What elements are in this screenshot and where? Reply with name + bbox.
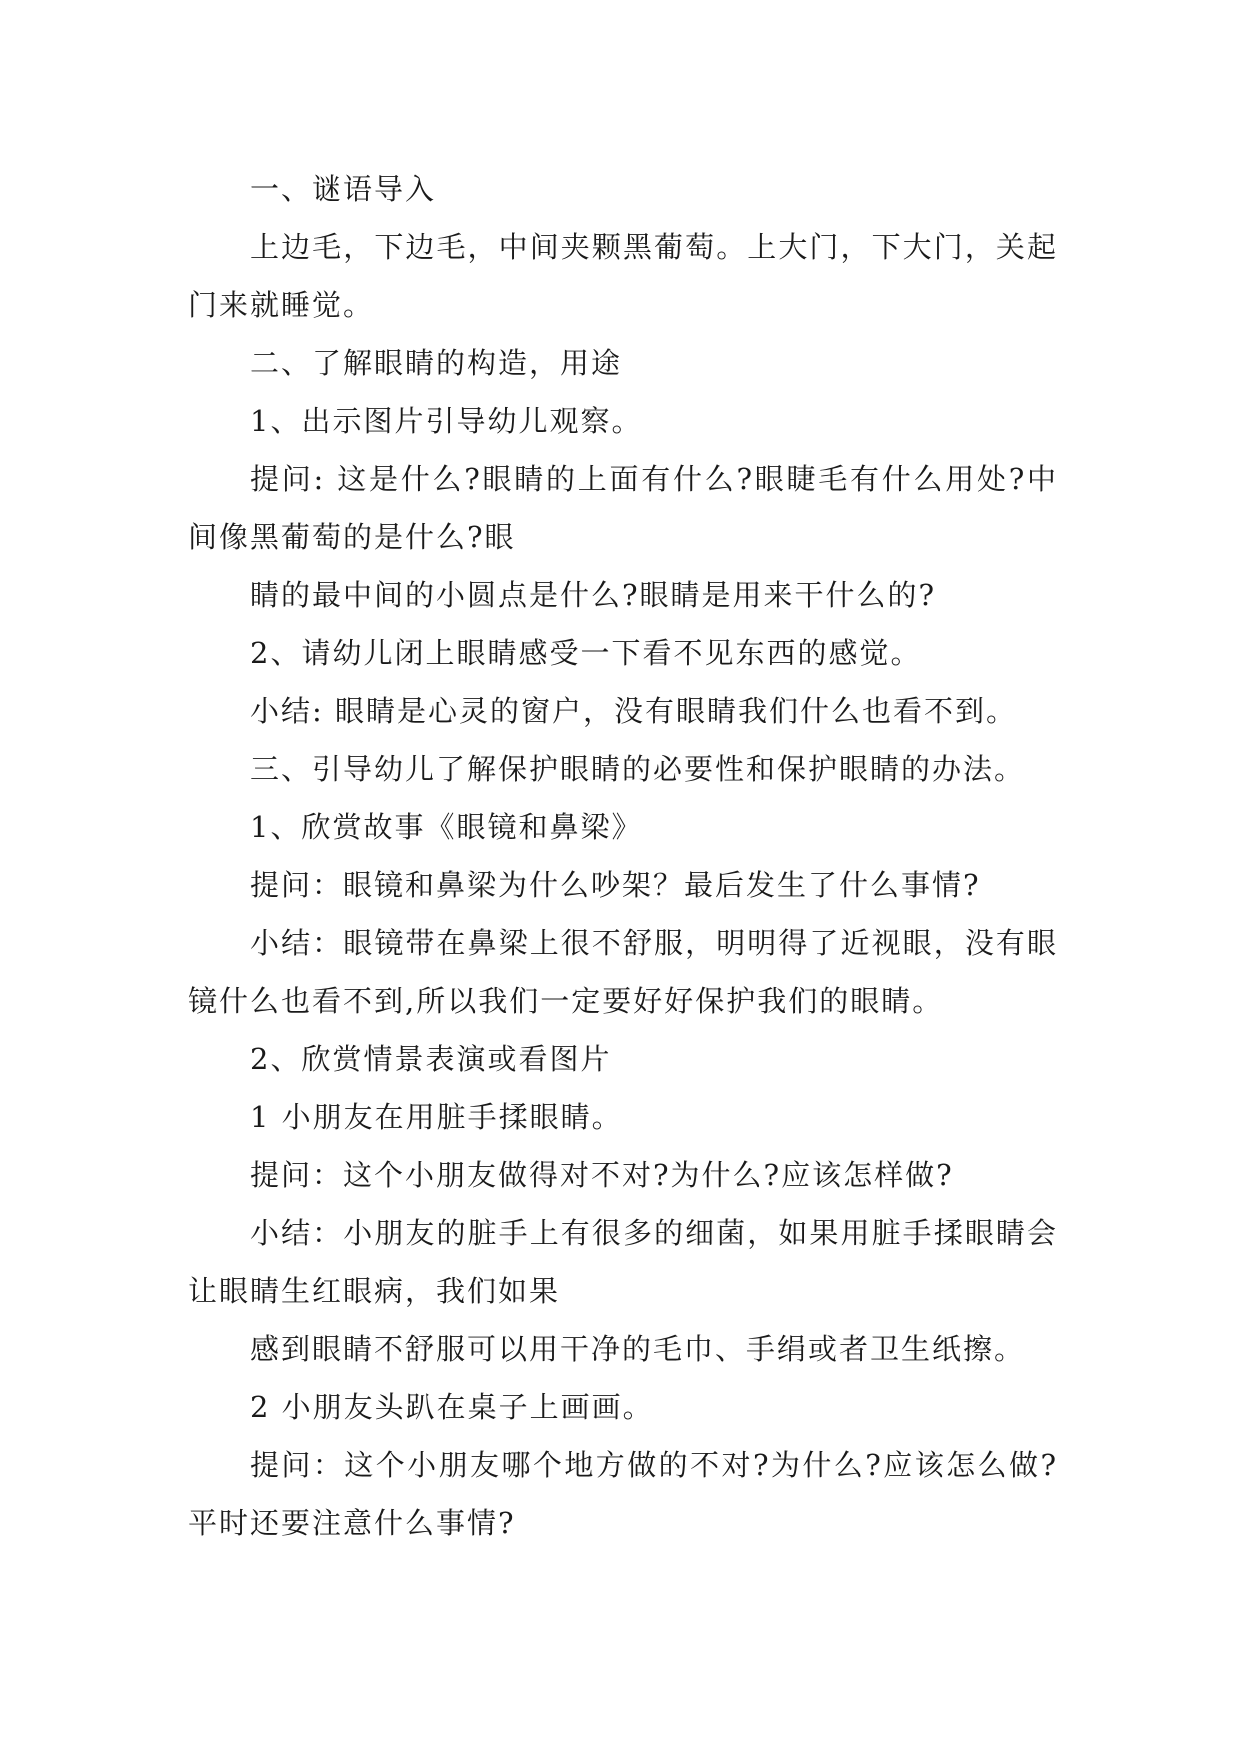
step-scene-show: 2、欣赏情景表演或看图片 bbox=[250, 1042, 612, 1076]
step-close-eyes: 2、请幼儿闭上眼睛感受一下看不见东西的感觉。 bbox=[250, 636, 922, 670]
question-dirty-hands: 提问：这个小朋友做得对不对?为什么?应该怎样做? bbox=[250, 1158, 954, 1192]
summary-story: 小结：眼镜带在鼻梁上很不舒服，明明得了近视眼，没有眼镜什么也看不到,所以我们一定要好好保护我们的眼睛。 bbox=[188, 926, 1058, 1018]
question-eye-parts: 提问: 这是什么?眼睛的上面有什么?眼睫毛有什么用处?中间像黑葡萄的是什么?眼 bbox=[188, 462, 1058, 554]
riddle-text: 上边毛，下边毛，中间夹颗黑葡萄。上大门，下大门，关起门来就睡觉。 bbox=[188, 230, 1058, 322]
question-story: 提问：眼镜和鼻梁为什么吵架？最后发生了什么事情? bbox=[250, 868, 981, 902]
scene-dirty-hands: 1 小朋友在用脏手揉眼睛。 bbox=[250, 1100, 623, 1134]
step-story: 1、欣赏故事《眼镜和鼻梁》 bbox=[250, 810, 643, 844]
advice-clean-towel: 感到眼睛不舒服可以用干净的毛巾、手绢或者卫生纸擦。 bbox=[250, 1332, 1026, 1366]
question-eye-center: 睛的最中间的小圆点是什么?眼睛是用来干什么的? bbox=[250, 578, 937, 612]
summary-eyes-window: 小结: 眼睛是心灵的窗户，没有眼睛我们什么也看不到。 bbox=[250, 694, 1017, 728]
heading-riddle-intro: 一、谜语导入 bbox=[250, 172, 437, 206]
document-body bbox=[188, 160, 1058, 1552]
scene-drawing-posture: 2 小朋友头趴在桌子上画画。 bbox=[250, 1390, 654, 1424]
summary-dirty-hands: 小结：小朋友的脏手上有很多的细菌，如果用脏手揉眼睛会让眼睛生红眼病，我们如果 bbox=[188, 1216, 1058, 1308]
question-drawing-posture: 提问：这个小朋友哪个地方做的不对?为什么?应该怎么做?平时还要注意什么事情? bbox=[188, 1448, 1058, 1540]
step-show-pictures: 1、出示图片引导幼儿观察。 bbox=[250, 404, 643, 438]
heading-eye-structure: 二、了解眼睛的构造，用途 bbox=[250, 346, 623, 380]
heading-protect-eyes: 三、引导幼儿了解保护眼睛的必要性和保护眼睛的办法。 bbox=[250, 752, 1026, 786]
